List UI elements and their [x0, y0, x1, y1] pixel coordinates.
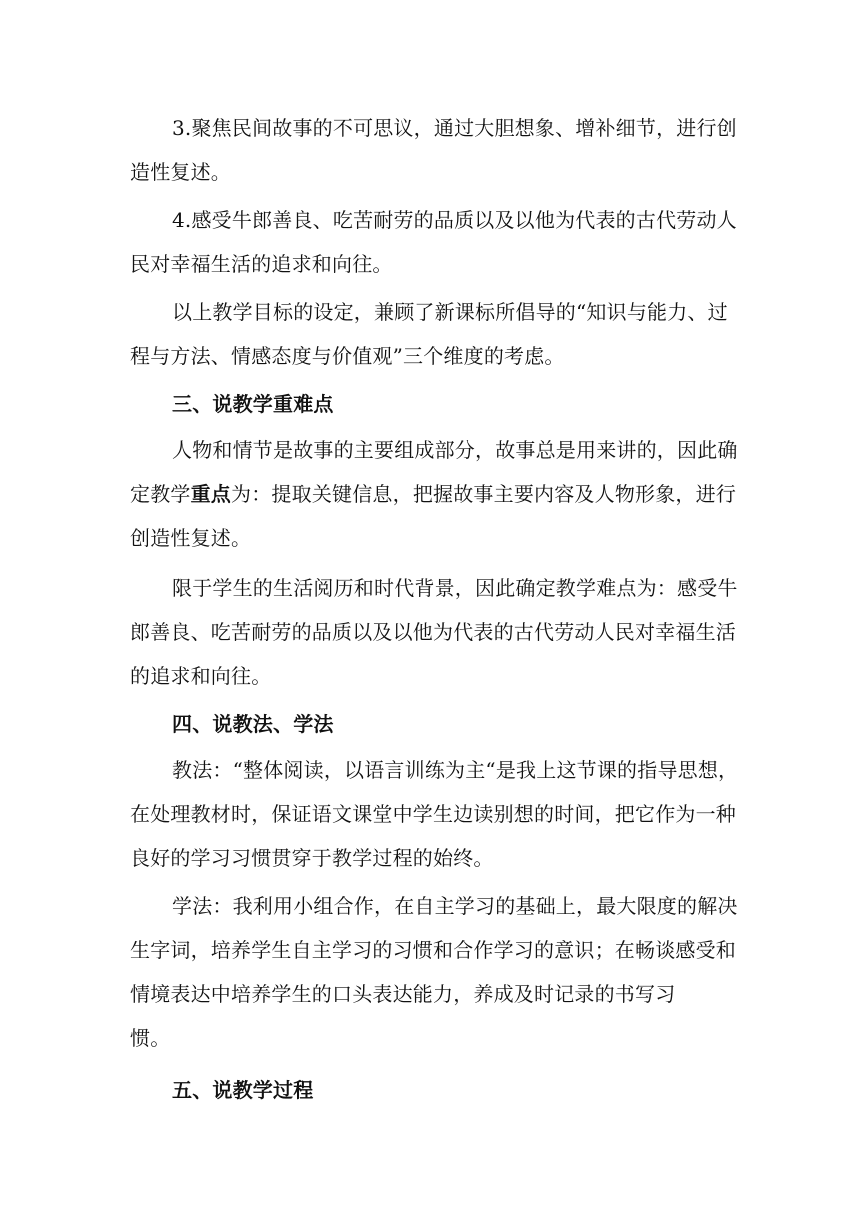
paragraph-line: 的追求和向往。 — [130, 664, 272, 688]
paragraph-line: 3.聚焦民间故事的不可思议，通过大胆想象、增补细节，进行创 — [172, 116, 737, 140]
paragraph-line: 以上教学目标的设定，兼顾了新课标所倡导的“知识与能力、过 — [172, 300, 728, 324]
section-heading-process — [130, 1068, 730, 1112]
section-heading: 三、说教学重难点 — [172, 392, 334, 416]
difficult-point-paragraph — [130, 566, 738, 698]
objective-3-paragraph — [130, 106, 737, 194]
objective-4-paragraph — [130, 198, 737, 286]
bold-key-point: 重点 — [190, 482, 232, 506]
paragraph-line: 教法：“整体阅读，以语言训练为主“是我上这节课的指导思想， — [172, 758, 739, 782]
section-heading-key-points — [130, 382, 730, 426]
inline-text: 为：提取关键信息，把握故事主要内容及人物形象，进行 — [231, 482, 737, 506]
paragraph-line: 创造性复述。 — [130, 526, 252, 550]
paragraph-line: 4.感受牛郎善良、吃苦耐劳的品质以及以他为代表的古代劳动人 — [172, 208, 737, 232]
paragraph-line: 良好的学习习惯贯穿于教学过程的始终。 — [130, 846, 494, 870]
paragraph-line: 郎善良、吃苦耐劳的品质以及以他为代表的古代劳动人民对幸福生活 — [130, 620, 736, 644]
paragraph-line: 人物和情节是故事的主要组成部分，故事总是用来讲的，因此确 — [172, 438, 738, 462]
inline-text: 定教学 — [130, 482, 191, 506]
section-heading-methods — [130, 702, 730, 746]
paragraph-line: 在处理教材时，保证语文课堂中学生边读别想的时间，把它作为一种 — [130, 802, 736, 826]
teaching-method-paragraph — [130, 748, 739, 880]
paragraph-line: 造性复述。 — [130, 160, 231, 184]
paragraph-line: 生字词，培养学生自主学习的习惯和合作学习的意识；在畅谈感受和 — [130, 938, 736, 962]
section-heading: 五、说教学过程 — [172, 1078, 314, 1102]
paragraph-line: 限于学生的生活阅历和时代背景，因此确定教学难点为：感受牛 — [172, 576, 738, 600]
paragraph-line: 学法：我利用小组合作，在自主学习的基础上，最大限度的解决 — [172, 894, 738, 918]
paragraph-line: 惯。 — [130, 1026, 171, 1050]
key-point-paragraph — [130, 428, 738, 560]
section-heading: 四、说教法、学法 — [172, 712, 334, 736]
paragraph-line: 民对幸福生活的追求和向往。 — [130, 252, 393, 276]
paragraph-line: 情境表达中培养学生的口头表达能力，养成及时记录的书写习 — [130, 982, 676, 1006]
paragraph-line: 程与方法、情感态度与价值观”三个维度的考虑。 — [130, 344, 565, 368]
learning-method-paragraph — [130, 884, 738, 1060]
paragraph-line-with-emphasis — [130, 472, 737, 516]
objective-summary-paragraph — [130, 290, 730, 378]
